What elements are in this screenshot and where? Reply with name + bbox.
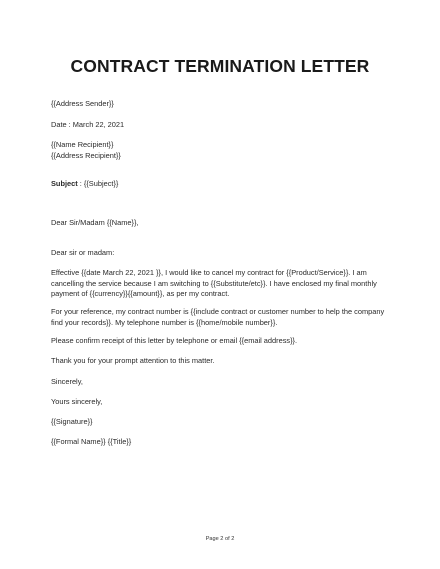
- paragraph-1-line-1: Effective {{date March 22, 2021 }}, I would like to cancel my contract for {{Product/Service}}. I am: [51, 268, 367, 277]
- paragraph-2: [51, 307, 391, 328]
- address-sender: [51, 99, 391, 110]
- paragraph-1-line-2: cancelling the service because I am switching to {{Substitute/etc}}. I have enclosed my final monthly: [51, 278, 377, 288]
- paragraph-3: [51, 336, 391, 347]
- address-recipient: {{Address Recipient}}: [51, 150, 121, 160]
- page-title: CONTRACT TERMINATION LETTER: [70, 56, 370, 76]
- closing-2: [51, 397, 391, 408]
- paragraph-1: [51, 268, 391, 300]
- closing-2-text: Yours sincerely,: [51, 397, 103, 406]
- salutation-1: [51, 218, 391, 229]
- paragraph-2-line-2: find your records}}. My telephone number is {{home/mobile number}}.: [51, 317, 278, 327]
- paragraph-1-line-3: payment of {{currency}}{{amount}}, as per my contract.: [51, 289, 230, 299]
- page-number: Page 2 of 2: [205, 536, 235, 542]
- formal-name: [51, 437, 391, 448]
- paragraph-4: [51, 356, 391, 367]
- subject-line: [51, 179, 391, 190]
- paragraph-4-text: Thank you for your prompt attention to this matter.: [51, 356, 215, 365]
- subject-label: Subject: [51, 179, 78, 188]
- closing-1: [51, 377, 391, 388]
- address-sender-text: {{Address Sender}}: [51, 99, 114, 108]
- paragraph-2-line-1: For your reference, my contract number is {{include contract or customer number to help the company: [51, 307, 385, 316]
- salutation-2-text: Dear sir or madam:: [51, 248, 115, 257]
- subject-value: : {{Subject}}: [77, 179, 119, 188]
- paragraph-3-text: Please confirm receipt of this letter by telephone or email {{email address}}.: [51, 336, 298, 345]
- closing-1-text: Sincerely,: [51, 377, 83, 386]
- date-text: Date : March 22, 2021: [51, 120, 125, 129]
- name-recipient: {{Name Recipient}}: [51, 140, 114, 149]
- salutation-1-text: Dear Sir/Madam {{Name}},: [51, 218, 139, 227]
- date-line: [51, 120, 391, 131]
- salutation-2: [51, 248, 391, 259]
- signature: [51, 417, 391, 428]
- recipient-block: [51, 140, 391, 161]
- formal-name-text: {{Formal Name}} {{Title}}: [51, 437, 132, 446]
- signature-text: {{Signature}}: [51, 417, 93, 426]
